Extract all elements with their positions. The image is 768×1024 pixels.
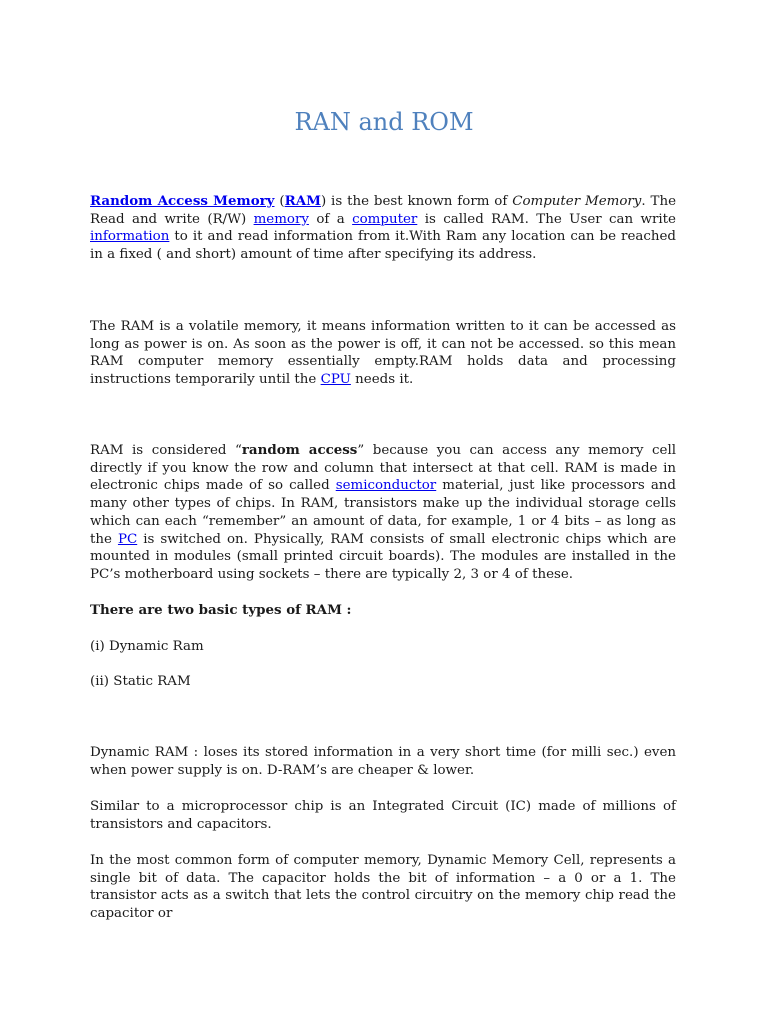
link-memory[interactable]: memory [253,211,309,227]
page-title: RAN and ROM [294,108,474,136]
link-ram[interactable]: RAM [284,193,321,209]
link-computer[interactable]: computer [352,211,418,227]
link-cpu[interactable]: CPU [320,372,351,388]
text-segment: ( [274,194,285,209]
text-segment: material, just like processors and many other types of chips. In RAM, transistors make up the individual storage cells which can each “remember” an amount of data, for example, 1 or 4 bits – as long as the [90,478,676,547]
text-segment: ) is the best known form of [320,194,513,209]
paragraph-memory-cell: In the most common form of computer memory, Dynamic Memory Cell, represents a single bit of data. The capacitor holds the bit of information – a 0 or a 1. The transistor acts as a switch that lets the control circuitry on the memory chip read the capacitor or [90,853,676,922]
paragraph-intro [90,193,676,264]
type-static-ram: (ii) Static RAM [90,674,191,689]
type-dynamic-ram: (i) Dynamic Ram [90,639,204,654]
text-segment: is switched on. Physically, RAM consists of small electronic chips which are mounted in modules (small printed circuit boards). The modules are installed in the PC’s motherboard using sockets – there are typically 2, 3 or 4 of these. [90,531,676,582]
text-segment: to it and read information from it.With Ram any location can be reached in a fixed ( and short) amount of time after specifying its address. [90,229,676,263]
paragraph-random-access [90,442,676,584]
random-access-text: random access [241,442,358,458]
link-random-access-memory[interactable]: Random Access Memory [90,193,275,209]
text-segment: ” because you can access any memory cell directly if you know the row and column that intersect at that cell. RAM is made in electronic chips made of so called [90,443,677,494]
text-segment: RAM is considered “ [90,443,242,458]
text-segment: The RAM is a volatile memory, it means information written to it can be accessed as long as power is on. As soon as the power is off, it can not be accessed. so this mean RAM computer memory essentially empty.RAM holds data and processing instructions temporarily until the [90,319,676,388]
text-segment: is called RAM. The User can write [417,211,676,227]
link-information[interactable]: information [90,229,170,245]
link-pc[interactable]: PC [117,531,138,547]
text-segment: of a [308,211,353,227]
paragraph-volatile [90,318,676,389]
types-heading: There are two basic types of RAM : [90,602,352,618]
computer-memory-text: Computer Memory [512,194,642,209]
text-segment: needs it. [350,372,414,388]
link-semiconductor[interactable]: semiconductor [335,478,437,494]
text-segment: . The Read and write (R/W) [90,194,676,227]
paragraph-integrated-circuit: Similar to a microprocessor chip is an Integrated Circuit (IC) made of millions of transistors and capacitors. [90,799,676,832]
paragraph-dynamic-ram: Dynamic RAM : loses its stored information in a very short time (for milli sec.) even when power supply is on. D-RAM’s are cheaper & lower. [90,745,676,778]
